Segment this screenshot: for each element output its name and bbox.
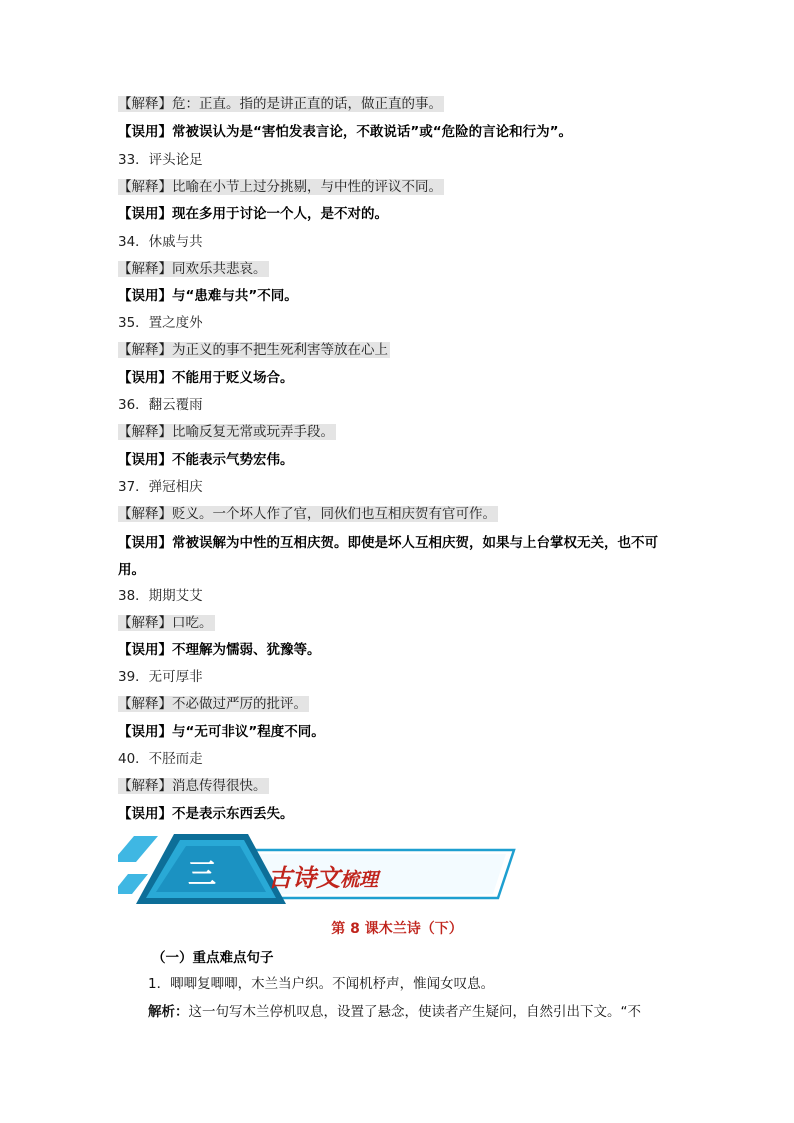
key-sentence: 1．唧唧复唧唧，木兰当户织。不闻机杼声，惟闻女叹息。 [148, 976, 495, 992]
banner-stripe [118, 836, 158, 862]
analysis-label: 解析： [148, 1004, 189, 1020]
entry-explanation [118, 94, 444, 114]
explanation-text: 【解释】贬义。一个坏人作了官，同伙们也互相庆贺有官可作。 [118, 506, 496, 522]
entry-explanation [118, 340, 390, 360]
idiom-heading: 39．无可厚非 [118, 669, 203, 685]
section-banner [118, 832, 518, 906]
idiom-heading: 35．置之度外 [118, 315, 203, 331]
entry-explanation [118, 613, 215, 633]
entry-explanation [118, 694, 309, 714]
idiom-heading: 33．评头论足 [118, 152, 203, 168]
entry-misuse: 【误用】不能表示气势宏伟。 [118, 452, 294, 468]
idiom-heading: 40．不胫而走 [118, 751, 203, 767]
entry-misuse: 【误用】与“无可非议”程度不同。 [118, 724, 325, 740]
explanation-text: 【解释】危：正直。指的是讲正直的话，做正直的事。 [118, 96, 442, 112]
entry-misuse: 【误用】现在多用于讨论一个人，是不对的。 [118, 206, 388, 222]
section-subheading: （一）重点难点句子 [152, 950, 274, 966]
explanation-text: 【解释】口吃。 [118, 615, 213, 631]
entry-misuse: 【误用】不是表示东西丢失。 [118, 806, 294, 822]
lesson-title: 第 8 课木兰诗（下） [331, 921, 463, 937]
entry-explanation [118, 177, 444, 197]
entry-explanation [118, 504, 498, 524]
explanation-text: 【解释】比喻反复无常或玩弄手段。 [118, 424, 334, 440]
entry-misuse: 【误用】常被误解为中性的互相庆贺。即使是坏人互相庆贺，如果与上台掌权无关，也不可用。 [118, 535, 658, 578]
idiom-heading: 34．休戚与共 [118, 234, 203, 250]
banner-title [268, 858, 378, 893]
entry-explanation [118, 259, 269, 279]
banner-title-main: 古诗文 [268, 863, 340, 892]
explanation-text: 【解释】同欢乐共悲哀。 [118, 261, 267, 277]
banner-title-small: 梳理 [340, 869, 379, 891]
explanation-text: 【解释】为正义的事不把生死利害等放在心上 [118, 342, 388, 358]
section-number: 三 [188, 857, 219, 890]
explanation-text: 【解释】比喻在小节上过分挑剔，与中性的评议不同。 [118, 179, 442, 195]
explanation-text: 【解释】不必做过严厉的批评。 [118, 696, 307, 712]
entry-misuse: 【误用】不能用于贬义场合。 [118, 370, 294, 386]
entry-explanation [118, 776, 269, 796]
entry-misuse: 【误用】不理解为懦弱、犹豫等。 [118, 642, 321, 658]
analysis-text: 这一句写木兰停机叹息，设置了悬念，使读者产生疑问，自然引出下文。“不 [188, 1004, 641, 1020]
explanation-text: 【解释】消息传得很快。 [118, 778, 267, 794]
idiom-heading: 37．弹冠相庆 [118, 479, 203, 495]
entry-misuse: 【误用】与“患难与共”不同。 [118, 288, 298, 304]
idiom-heading: 36．翻云覆雨 [118, 397, 203, 413]
entry-explanation [118, 422, 336, 442]
idiom-heading: 38．期期艾艾 [118, 588, 203, 604]
entry-misuse: 【误用】常被误认为是“害怕发表言论，不敢说话”或“危险的言论和行为”。 [118, 124, 572, 140]
analysis-paragraph [148, 1000, 641, 1020]
